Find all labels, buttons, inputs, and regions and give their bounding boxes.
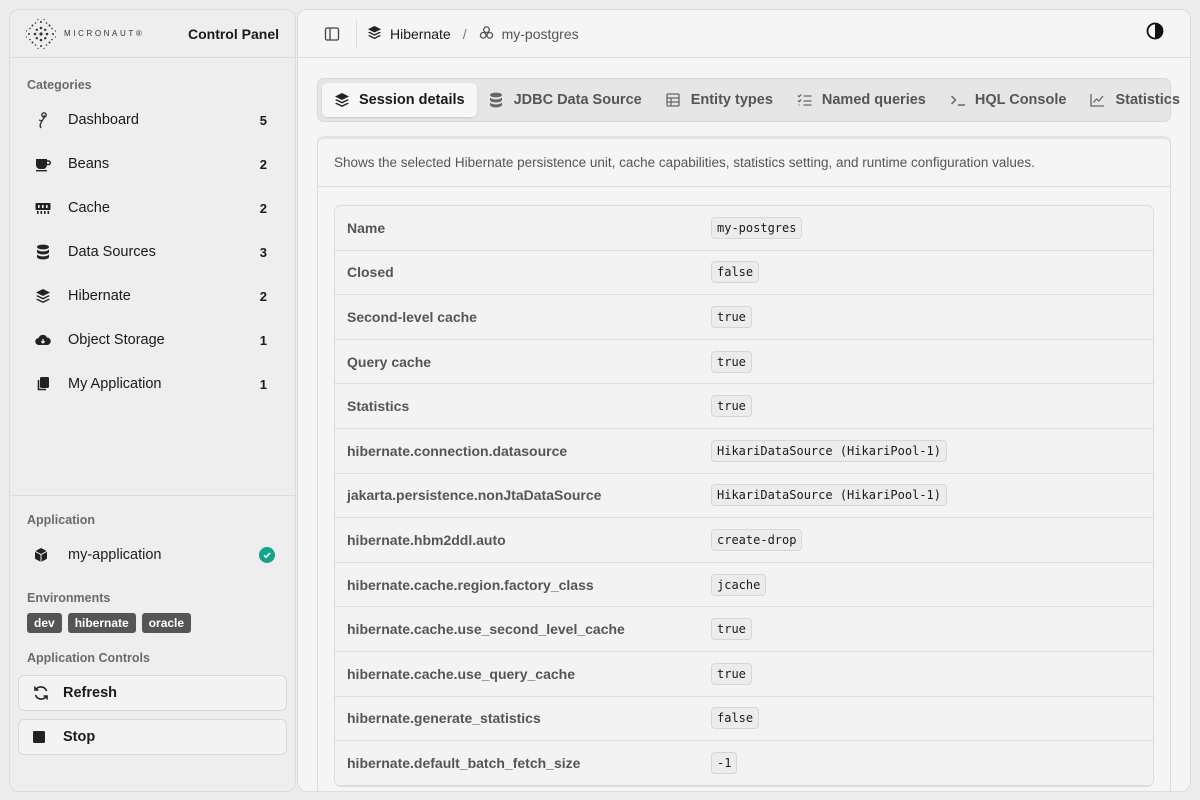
tab-bar [317,78,1180,122]
sidebar-item-cache[interactable] [10,186,295,230]
tab-label: Statistics [1115,92,1180,108]
beans-icon [34,155,52,173]
row-key: hibernate.generate_statistics [347,710,541,727]
theme-toggle-icon[interactable] [1146,22,1164,45]
cube-icon [34,546,52,564]
tab-jdbc-data-source[interactable] [477,83,654,117]
layers-icon [334,92,350,108]
database-icon [489,92,505,108]
row-value: HikariDataSource (HikariPool-1) [711,484,947,506]
tab-label: HQL Console [974,92,1067,108]
sidebar-item-label: Beans [68,156,110,172]
row-key: hibernate.cache.use_query_cache [347,665,576,682]
sidebar-item-label: Data Sources [68,244,156,260]
chart-icon [1090,92,1106,108]
cache-icon [34,199,52,217]
row-value: true [711,351,752,373]
sidebar-item-label: Dashboard [68,112,139,128]
table-row [335,206,1153,251]
table-row [335,384,1153,429]
table-row [335,741,1153,786]
row-value: false [711,261,759,283]
table-row [335,295,1153,340]
breadcrumb-separator: / [462,25,467,42]
breadcrumb-current: my-postgres [501,25,579,42]
sidebar-bottom [10,513,295,755]
row-key: hibernate.hbm2ddl.auto [347,531,506,548]
table-icon [666,92,682,108]
sidebar-item-count: 3 [259,244,267,260]
refresh-icon [33,685,51,701]
sidebar-item-dashboard[interactable] [10,98,295,142]
table-row [335,607,1153,652]
sidebar-item-data-sources[interactable] [10,230,295,274]
row-value: create-drop [711,529,802,551]
environment-tag: hibernate [68,613,136,633]
sidebar [9,9,296,792]
row-key: hibernate.cache.region.factory_class [347,576,594,593]
sidebar-item-hibernate[interactable] [10,274,295,318]
breadcrumb [367,25,579,43]
row-value: my-postgres [711,217,802,239]
application-name: my-application [68,547,162,563]
micronaut-logo-icon [24,17,58,51]
tab-label: Named queries [821,92,926,108]
row-key: Statistics [347,398,410,415]
stop-button[interactable] [18,719,287,755]
logo-text: MICRONAUT® [64,29,145,38]
tab-label: Session details [359,92,465,108]
table-row [335,340,1153,385]
sidebar-item-label: Object Storage [68,332,165,348]
application-controls-label: Application Controls [27,651,150,665]
row-value: true [711,663,752,685]
sidebar-item-beans[interactable] [10,142,295,186]
sidebar-item-count: 2 [259,156,267,172]
table-row [335,429,1153,474]
table-row [335,518,1153,563]
tab-hql-console[interactable] [938,83,1079,117]
control-panel-title: Control Panel [187,25,279,42]
breadcrumb-root[interactable]: Hibernate [390,25,451,42]
environments-label: Environments [27,591,111,605]
tab-label: JDBC Data Source [513,92,642,108]
tab-session-details[interactable] [322,83,477,117]
row-key: jakarta.persistence.nonJtaDataSource [347,487,602,504]
sidebar-toggle-icon[interactable] [324,26,340,42]
persistence-unit-icon [479,25,494,43]
environment-tag: dev [27,613,62,633]
row-key: Closed [347,264,394,281]
categories-label: Categories [27,78,92,92]
table-row [335,563,1153,608]
sidebar-item-label: My Application [68,376,162,392]
dashboard-icon [34,111,52,129]
database-icon [34,243,52,261]
tab-named-queries[interactable] [785,83,938,117]
sidebar-item-count: 1 [259,376,267,392]
tab-label: Entity types [690,92,773,108]
sidebar-header [10,10,295,58]
sidebar-item-count: 2 [259,200,267,216]
row-key: hibernate.connection.datasource [347,442,568,459]
sidebar-item-label: Cache [68,200,110,216]
topbar-separator [356,20,357,48]
application-label: Application [27,513,96,527]
row-key: hibernate.default_batch_fetch_size [347,754,581,771]
table-row [335,251,1153,296]
status-check-icon [259,547,275,563]
row-value: true [711,306,752,328]
stop-label: Stop [63,729,96,745]
layers-icon [34,287,52,305]
cloud-icon [34,331,52,349]
sidebar-item-label: Hibernate [68,288,131,304]
refresh-label: Refresh [63,685,117,701]
main-content [297,9,1191,792]
row-key: Name [347,219,386,236]
session-details-table [334,205,1154,787]
top-bar [298,10,1190,58]
panel-description: Shows the selected Hibernate persistence unit, cache capabilities, statistics setting, and runtime configuration values. [318,139,1170,187]
category-nav [10,98,295,406]
sidebar-item-count: 2 [259,288,267,304]
list-icon [797,92,813,108]
environment-tags [10,613,295,633]
table-row [335,652,1153,697]
refresh-button[interactable] [18,675,287,711]
row-key: Query cache [347,353,432,370]
row-value: HikariDataSource (HikariPool-1) [711,440,947,462]
sidebar-item-object-storage[interactable] [10,318,295,362]
copy-icon [34,375,52,393]
logo[interactable] [24,17,144,51]
row-value: false [711,707,759,729]
row-value: true [711,618,752,640]
sidebar-item-count: 5 [259,112,267,128]
session-details-panel [317,136,1171,792]
sidebar-item-my-application[interactable] [10,362,295,406]
row-value: true [711,395,752,417]
table-row [335,697,1153,742]
stop-icon [33,731,51,743]
sidebar-item-count: 1 [259,332,267,348]
table-row [335,474,1153,519]
layers-icon [367,25,382,43]
row-key: hibernate.cache.use_second_level_cache [347,621,625,638]
environment-tag: oracle [142,613,191,633]
row-value: -1 [711,752,737,774]
row-value: jcache [711,574,766,596]
sidebar-divider [10,495,295,496]
terminal-icon [950,92,966,108]
tab-entity-types[interactable] [654,83,785,117]
application-item[interactable] [10,533,295,577]
row-key: Second-level cache [347,308,477,325]
tab-statistics[interactable] [1078,83,1191,117]
